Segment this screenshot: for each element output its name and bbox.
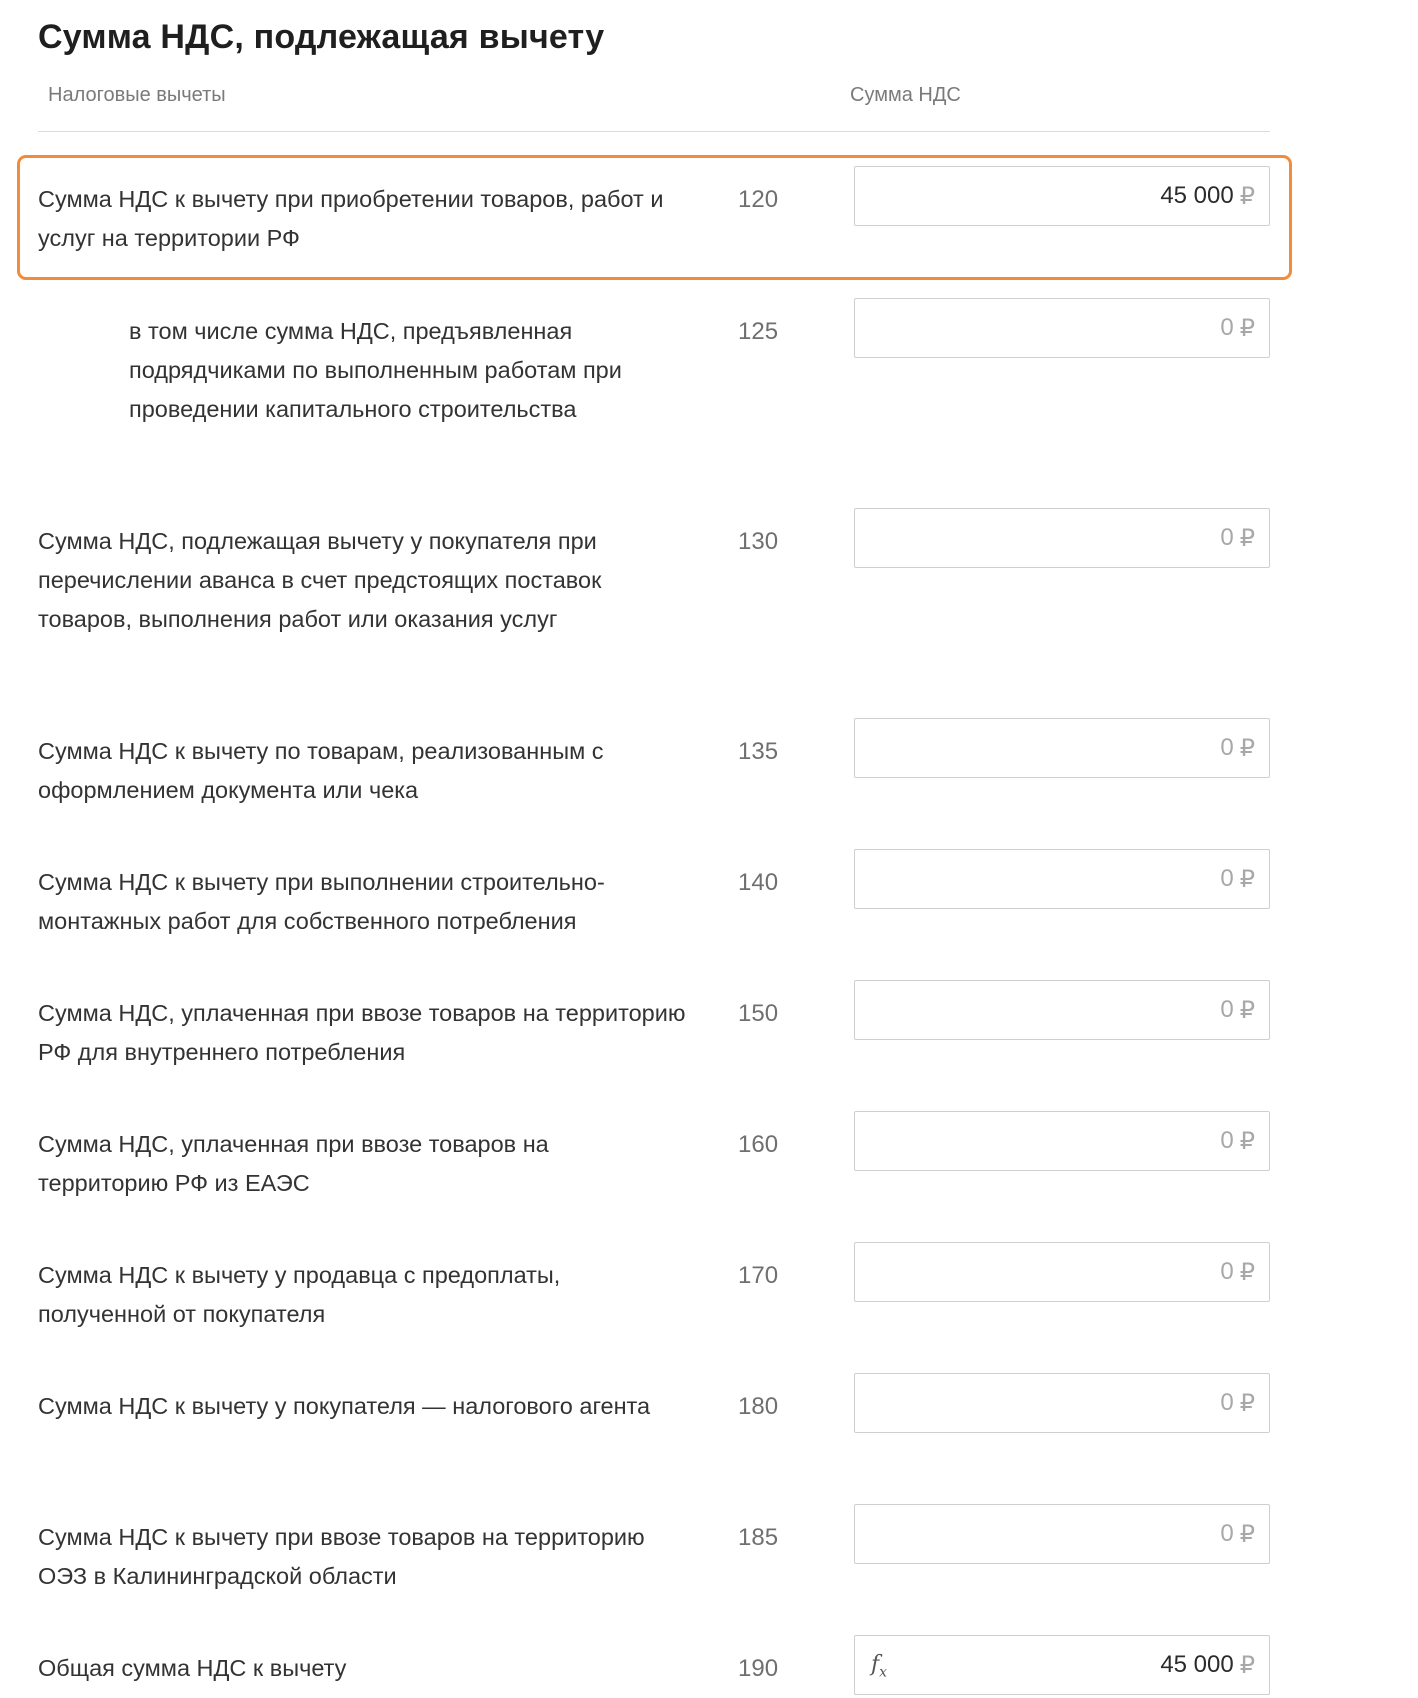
amount-input-130[interactable] <box>854 508 1270 568</box>
amount-input-160[interactable] <box>854 1111 1270 1171</box>
row-code: 150 <box>738 1000 779 1027</box>
row-label: Сумма НДС к вычету при приобретении товаров, работ и услуг на территории РФ <box>38 186 664 251</box>
amount-input-185[interactable] <box>854 1504 1270 1564</box>
amount-input-125[interactable] <box>854 298 1270 358</box>
row-label: Сумма НДС, подлежащая вычету у покупателя при перечислении аванса в счет предстоящих поставок товаров, выполнения работ или оказания услуг <box>38 528 602 632</box>
amount-input-170[interactable] <box>854 1242 1270 1302</box>
amount-input-140[interactable] <box>854 849 1270 909</box>
row-label: Сумма НДС к вычету при ввозе товаров на территорию ОЭЗ в Калининградской области <box>38 1524 645 1589</box>
row-label: Сумма НДС, уплаченная при ввозе товаров на территорию РФ для внутреннего потребления <box>38 1000 686 1065</box>
ruble-icon: ₽ <box>1239 1651 1255 1679</box>
amount-value: 0 <box>1220 1127 1234 1154</box>
amount-value: 0 <box>1220 314 1234 341</box>
row-code: 130 <box>738 528 779 555</box>
row-label: Сумма НДС, уплаченная при ввозе товаров на территорию РФ из ЕАЭС <box>38 1131 549 1196</box>
ruble-icon: ₽ <box>1239 734 1255 762</box>
amount-input-135[interactable] <box>854 718 1270 778</box>
row-code: 140 <box>738 869 779 896</box>
row-code: 180 <box>738 1393 779 1420</box>
amount-value: 0 <box>1220 1520 1234 1547</box>
ruble-icon: ₽ <box>1239 996 1255 1024</box>
amount-total-field-190[interactable] <box>854 1635 1270 1695</box>
row-label: Общая сумма НДС к вычету <box>38 1655 347 1681</box>
amount-value: 0 <box>1220 865 1234 892</box>
section-title: Сумма НДС, подлежащая вычету <box>38 18 605 56</box>
header-divider <box>38 131 1270 132</box>
row-code: 135 <box>738 738 779 765</box>
row-label: Сумма НДС к вычету у продавца с предоплаты, полученной от покупателя <box>38 1262 561 1327</box>
row-code: 185 <box>738 1524 779 1551</box>
fx-formula-icon: $f_x$ <box>871 1652 888 1681</box>
row-code: 125 <box>738 318 779 345</box>
amount-value: 45 000 <box>1160 182 1234 209</box>
ruble-icon: ₽ <box>1239 524 1255 552</box>
row-code: 120 <box>738 186 779 213</box>
row-label: Сумма НДС к вычету у покупателя — налогового агента <box>38 1393 651 1419</box>
ruble-icon: ₽ <box>1239 1520 1255 1548</box>
row-label: Сумма НДС к вычету по товарам, реализованным с оформлением документа или чека <box>38 738 604 803</box>
amount-value: 0 <box>1220 1389 1234 1416</box>
ruble-icon: ₽ <box>1239 314 1255 342</box>
amount-value: 0 <box>1220 524 1234 551</box>
row-label: в том числе сумма НДС, предъявленная подрядчиками по выполненным работам при проведении капитального строительства <box>129 318 622 422</box>
column-header-amount: Сумма НДС <box>850 84 961 106</box>
column-header-deductions: Налоговые вычеты <box>48 84 226 106</box>
amount-value: 45 000 <box>1160 1651 1234 1678</box>
ruble-icon: ₽ <box>1239 1258 1255 1286</box>
ruble-icon: ₽ <box>1239 182 1255 210</box>
ruble-icon: ₽ <box>1239 1127 1255 1155</box>
ruble-icon: ₽ <box>1239 1389 1255 1417</box>
row-label: Сумма НДС к вычету при выполнении строительно-монтажных работ для собственного потребления <box>38 869 605 934</box>
row-code: 190 <box>738 1655 779 1682</box>
amount-input-120[interactable] <box>854 166 1270 226</box>
row-code: 170 <box>738 1262 779 1289</box>
amount-value: 0 <box>1220 996 1234 1023</box>
ruble-icon: ₽ <box>1239 865 1255 893</box>
amount-value: 0 <box>1220 734 1234 761</box>
amount-value: 0 <box>1220 1258 1234 1285</box>
amount-input-180[interactable] <box>854 1373 1270 1433</box>
row-code: 160 <box>738 1131 779 1158</box>
amount-input-150[interactable] <box>854 980 1270 1040</box>
